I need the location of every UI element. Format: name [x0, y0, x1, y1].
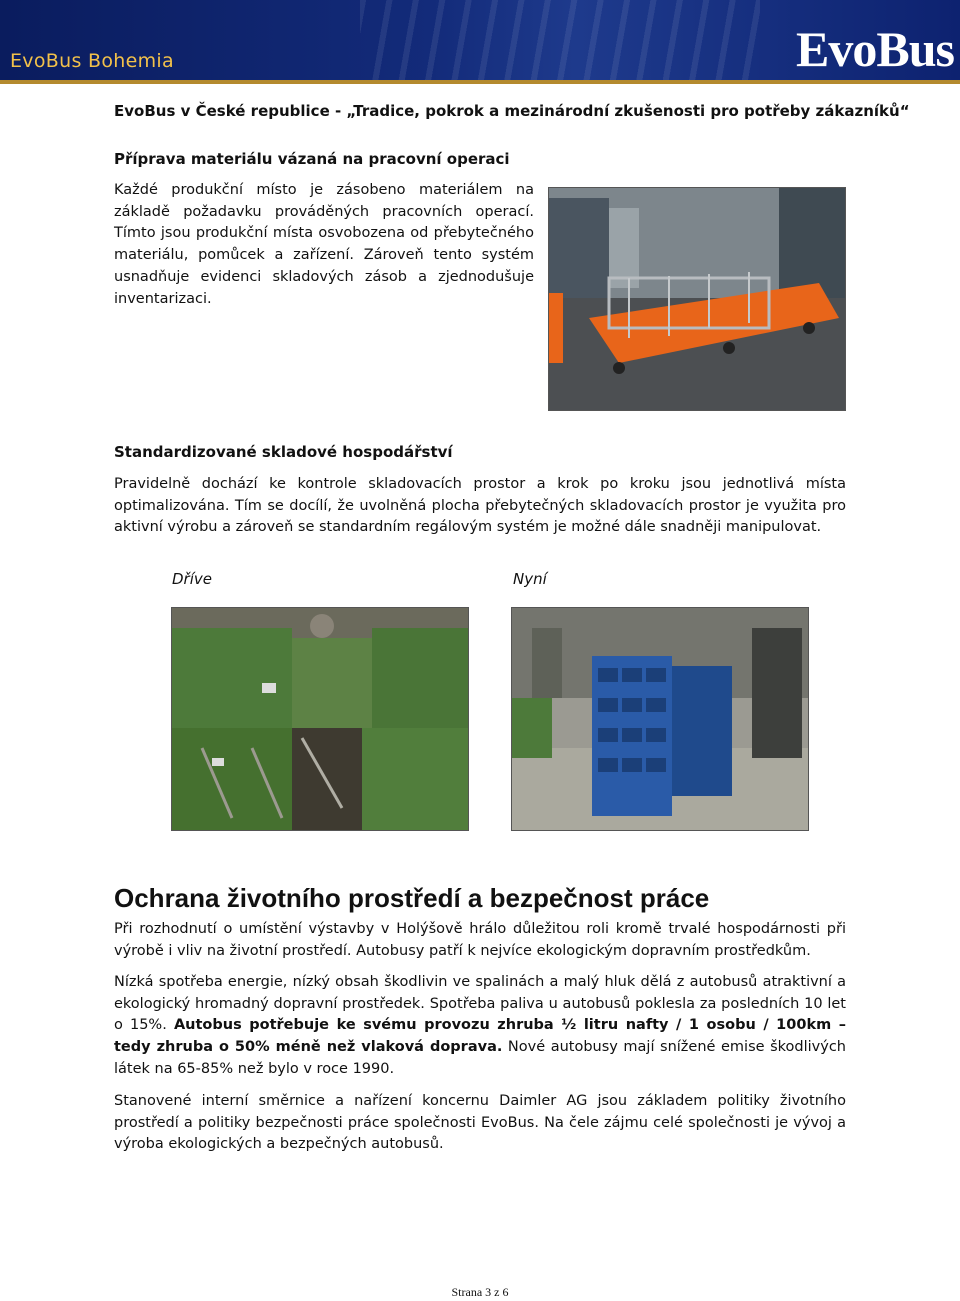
- section-heading-environment: Ochrana životního prostředí a bezpečnost práce: [114, 883, 710, 913]
- banner-accent-line: [0, 80, 960, 84]
- environment-paragraph-3: Stanovené interní směrnice a nařízení koncernu Daimler AG jsou základem politiky životního prostředí a politiky bezpečnosti práce společnosti EvoBus. Na čele zájmu celé společnosti je vývoj a výroba ekologických a bezpečných autobusů.: [114, 1093, 846, 1153]
- evobus-logo: EvoBus: [796, 21, 954, 77]
- section-title-material: Příprava materiálu vázaná na pracovní operaci: [114, 150, 510, 168]
- photo-orange-carts: [548, 187, 846, 411]
- page-number: Strana 3 z 6: [451, 1285, 509, 1299]
- section-body-storage: Pravidelně dochází ke kontrole skladovacích prostor a krok po kroku jsou jednotlivá místa optimalizována. Tím se docílí, že uvolněná plocha přebytečných skladovacích prostor je využita pro aktivní výrobu a zároveň se standardním regálovým systém je možné dále snadněji manipulovat.: [114, 476, 846, 536]
- label-before: Dříve: [172, 570, 212, 588]
- header-company-name: EvoBus Bohemia: [10, 50, 174, 72]
- section-body-material: Každé produkční místo je zásobeno materiálem na základě požadavku prováděných pracovních operací. Tímto jsou produkční místa osvobozena od přebytečného materiálu, pomůcek a zařízení. Zároveň tento systém usnadňuje evidenci skladových zásob a zjednodušuje inventarizaci.: [114, 182, 534, 307]
- header-banner: [0, 0, 960, 84]
- environment-p2-part-c: Nové autobusy mají snížené emise škodlivých látek na 65-85% než bylo v roce 1990.: [114, 1039, 846, 1077]
- environment-paragraph-2: [114, 972, 846, 1081]
- section-title-storage: Standardizované skladové hospodářství: [114, 443, 453, 461]
- intro-title: „Tradice, pokrok a mezinárodní zkušenosti pro potřeby zákazníků“: [346, 102, 910, 120]
- banner-decoration: [360, 0, 760, 84]
- intro-line: [114, 101, 910, 123]
- label-now: Nyní: [513, 570, 547, 588]
- environment-p2-bold: Autobus potřebuje ke svému provozu zhruba ½ litru nafty / 1 osobu / 100km – tedy zhruba o 50% méně než vlaková doprava.: [114, 1017, 846, 1056]
- intro-prefix: EvoBus v České republice -: [114, 102, 347, 120]
- photo-now-blue-rack: [511, 607, 809, 831]
- environment-p2-part-a: Nízká spotřeba energie, nízký obsah škodlivin ve spalinách a malý hluk dělá z autobusů atraktivní a ekologický hromadný dopravní prostředek. Spotřeba paliva u autobusů poklesla za posledních 10 let o 15%.: [114, 974, 846, 1034]
- photo-before-crates: [171, 607, 469, 831]
- environment-paragraph-1: Při rozhodnutí o umístění výstavby v Holýšově hrálo důležitou roli kromě trvalé hospodárnosti při výrobě i vliv na životní prostředí. Autobusy patří k nejvíce ekologickým dopravním prostředkům.: [114, 921, 846, 959]
